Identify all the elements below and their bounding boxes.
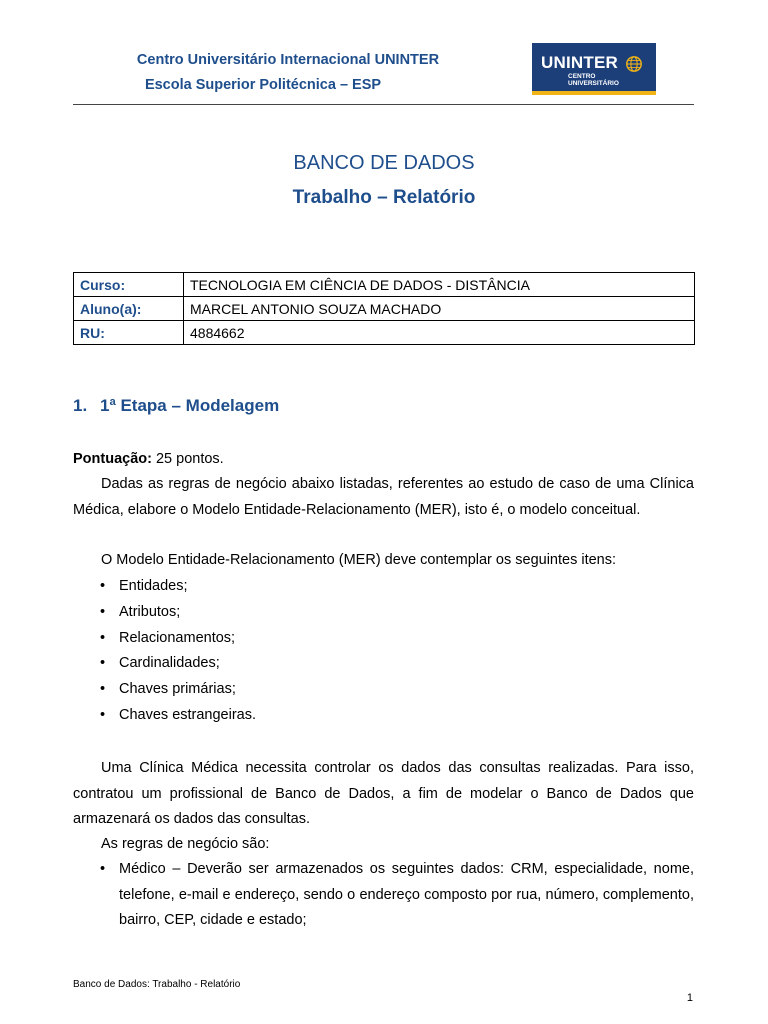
table-row bbox=[74, 273, 695, 297]
paragraph: Dadas as regras de negócio abaixo listadas, referentes ao estudo de caso de uma Clínica Médica, elabore o Modelo Entidade-Relacionamento (MER), isto é, o modelo conceitual. bbox=[73, 476, 694, 518]
table-row bbox=[74, 297, 695, 321]
list-item: • Médico – Deverão ser armazenados os seguintes dados: CRM, especialidade, nome, telefone, e-mail e endereço, sendo o endereço composto por rua, número, complemento, bairro, CEP, cidade e estado; bbox=[73, 857, 694, 934]
page-number: 1 bbox=[686, 992, 693, 1004]
school-name: Escola Superior Politécnica – ESP bbox=[144, 77, 382, 93]
logo-sub2: UNIVERSITÁRIO bbox=[568, 80, 619, 87]
section-heading bbox=[73, 396, 279, 416]
paragraph: Uma Clínica Médica necessita controlar os dados das consultas realizadas. Para isso, contratou um profissional de Banco de Dados, a fim de modelar o Banco de Dados que armazenará os dados das consultas. bbox=[73, 760, 694, 827]
paragraph: As regras de negócio são: bbox=[101, 836, 270, 852]
page-header bbox=[73, 40, 694, 105]
business-rules-list bbox=[73, 857, 694, 934]
logo-brand: UNINTER bbox=[541, 53, 618, 72]
list-item: • Cardinalidades; bbox=[73, 651, 256, 677]
info-label: Aluno(a): bbox=[74, 297, 184, 321]
info-label: Curso: bbox=[74, 273, 184, 297]
section-number: 1. bbox=[73, 396, 88, 415]
institution-name: Centro Universitário Internacional UNINTER bbox=[136, 52, 440, 68]
footer-text: Banco de Dados: Trabalho - Relatório bbox=[73, 979, 241, 990]
globe-icon bbox=[625, 55, 643, 73]
paragraph: O Modelo Entidade-Relacionamento (MER) deve contemplar os seguintes itens: bbox=[101, 552, 617, 568]
info-value: TECNOLOGIA EM CIÊNCIA DE DADOS - DISTÂNCIA bbox=[184, 273, 695, 297]
list-item: • Entidades; bbox=[73, 574, 256, 600]
logo-sub1: CENTRO bbox=[568, 73, 596, 80]
table-row bbox=[74, 321, 695, 345]
requirements-list bbox=[73, 574, 256, 729]
page-title: BANCO DE DADOS bbox=[293, 152, 475, 174]
student-info-table bbox=[73, 272, 695, 345]
score-label: Pontuação: bbox=[73, 451, 152, 467]
list-item: • Chaves estrangeiras. bbox=[73, 703, 256, 729]
uninter-logo bbox=[532, 43, 656, 95]
list-item: • Atributos; bbox=[73, 600, 256, 626]
info-value: MARCEL ANTONIO SOUZA MACHADO bbox=[184, 297, 695, 321]
score-value: 25 pontos. bbox=[151, 451, 224, 467]
info-value: 4884662 bbox=[184, 321, 695, 345]
info-label: RU: bbox=[74, 321, 184, 345]
page-subtitle: Trabalho – Relatório bbox=[292, 187, 476, 208]
list-item: • Relacionamentos; bbox=[73, 626, 256, 652]
list-item: • Chaves primárias; bbox=[73, 677, 256, 703]
score-line bbox=[73, 447, 694, 473]
section-title: 1ª Etapa – Modelagem bbox=[100, 396, 280, 415]
